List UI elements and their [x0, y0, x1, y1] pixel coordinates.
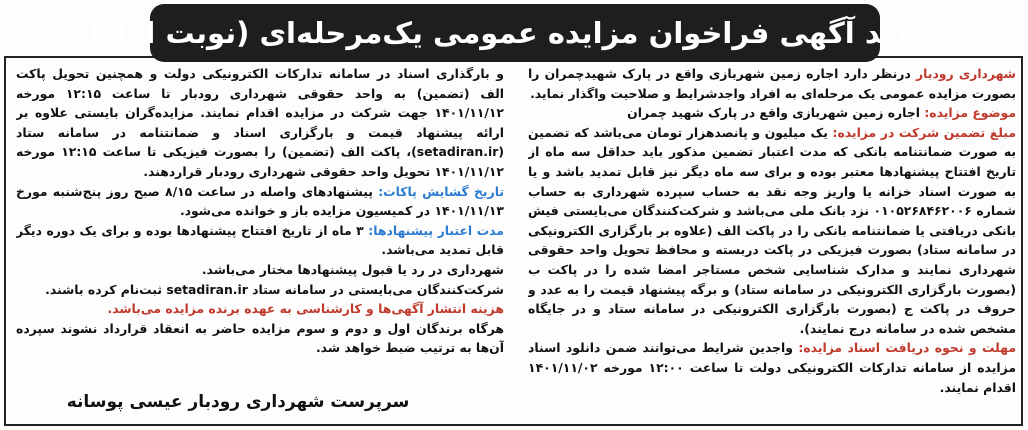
opening-paragraph: [16, 182, 504, 221]
intro-label: شهرداری رودبار: [916, 66, 1016, 81]
guarantee-label: مبلغ تضمین شرکت در مزایده:: [832, 124, 1016, 140]
opening-text: پیشنهادهای واصله در ساعت ۸/۱۵ صبح روز پنج‌شنبه مورخ ۱۴۰۱/۱۱/۱۳ در کمیسیون مزایده باز و خوانده می‌شود.: [16, 183, 504, 219]
winners-paragraph: هرگاه برندگان اول و دوم و سوم مزایده حاضر به انعقاد قرارداد نشوند سپرده آن‌ها به ترتیب ضبط خواهد شد.: [16, 320, 504, 356]
reject-paragraph: شهرداری در رد یا قبول پیشنهادها مختار می‌باشد.: [201, 261, 504, 277]
subject-label: موضوع مزایده:: [924, 105, 1016, 121]
validity-paragraph: [16, 221, 504, 260]
deadline-label: مهلت و نحوه دریافت اسناد مزایده:: [798, 340, 1016, 356]
validity-text: ۳ ماه از تاریخ افتتاح پیشنهادها بوده و برای یک دوره دیگر قابل تمدید می‌باشد.: [16, 222, 504, 258]
left-column: [16, 64, 504, 400]
title-banner: [88, 4, 942, 62]
subject-text: اجاره زمین شهربازی واقع در پارک شهید چمران: [627, 105, 925, 121]
register-paragraph: شرکت‌کنندگان می‌بایستی در سامانه ستاد setadiran.ir ثبت‌نام کرده باشند.: [45, 281, 504, 297]
ad-title: تجدید آگهی فراخوان مزایده عمومی یک‌مرحله‌ای (نوبت اول): [88, 16, 942, 50]
intro-text: درنظر دارد اجاره زمین شهربازی واقع در پارک شهیدچمران را بصورت مزایده عمومی یک مرحله‌ای به افراد واجدشرایط و صلاحیت واگذار نماید.: [528, 66, 1016, 101]
opening-label: تاریخ گشایش پاکات:: [378, 183, 504, 199]
deadline-text: واجدین شرایط می‌توانند ضمن دانلود اسناد مزایده از سامانه تدارکات الکترونیکی دولت تا ساعت ۱۲:۰۰ مورخه ۱۴۰۱/۱۱/۰۲ اقدام نمایند.: [528, 340, 1016, 395]
validity-label: مدت اعتبار پیشنهادها:: [368, 222, 504, 238]
signature-line: سرپرست شهرداری رودبار عیسی پوسانه: [66, 392, 410, 412]
deadline-paragraph: [528, 338, 1016, 397]
guarantee-paragraph: [528, 123, 1016, 339]
intro-paragraph: [528, 64, 1016, 103]
right-column: [528, 64, 1016, 400]
guarantee-text: یک میلیون و پانصدهزار تومان می‌باشد که تضمین به صورت ضمانتنامه بانکی که مدت اعتبار تضمین مذکور باید حداقل سه ماه از تاریخ افتتاح پیشنهادها معتبر بوده و برای سه ماه دیگر نیز قابل تمدید باشد و یا به صورت اسناد خزانه یا واریز وجه نقد به حساب سپرده شهرداری به حساب شماره ۰۱۰۵۲۶۸۴۶۲۰۰۶ نزد بانک ملی می‌باشد و شرکت‌کنندگان می‌بایستی فیش بانکی دریافتی یا ضمانتنامه بانکی را در پاکت الف (علاوه بر بارگزاری الکترونیکی در سامانه ستاد) بصورت فیزیکی در پاکت دربسته و محافظ تحویل واحد حقوقی شهرداری نمایند و مدارک شناسایی شخص مستاجر امضا شده را در پاکت ب (بصورت بارگزاری الکترونیکی در سامانه ستاد) و برگه پیشنهاد قیمت را به عدد و حروف در پاکت ج (بصورت بارگزاری الکترونیکی در سامانه ستاد و در جایگاه مشخص شده در سامانه درج نمایند).: [528, 124, 1016, 336]
upload-paragraph: و بارگذاری اسناد در سامانه تدارکات الکترونیکی دولت و همچنین تحویل پاکت الف (تضمین) به واحد حقوقی شهرداری رودبار تا ساعت ۱۲:۱۵ مورخه ۱۴۰۱/۱۱/۱۲ جهت شرکت در مزایده اقدام نمایند. مزایده‌گران بایستی علاوه بر ارائه پیشنهاد قیمت و بارگزاری اسناد و ضمانتنامه در سامانه ستاد (setadiran.ir)، پاکت الف (تضمین) را بصورت فیزیکی تا ساعت ۱۲:۱۵ مورخه ۱۴۰۱/۱۱/۱۲ تحویل واحد حقوقی شهرداری رودبار قراردهند.: [16, 66, 504, 179]
cost-paragraph: هزینه انتشار آگهی‌ها و کارشناسی به عهده برنده مزایده می‌باشد.: [107, 301, 504, 317]
subject-paragraph: [528, 103, 1016, 123]
